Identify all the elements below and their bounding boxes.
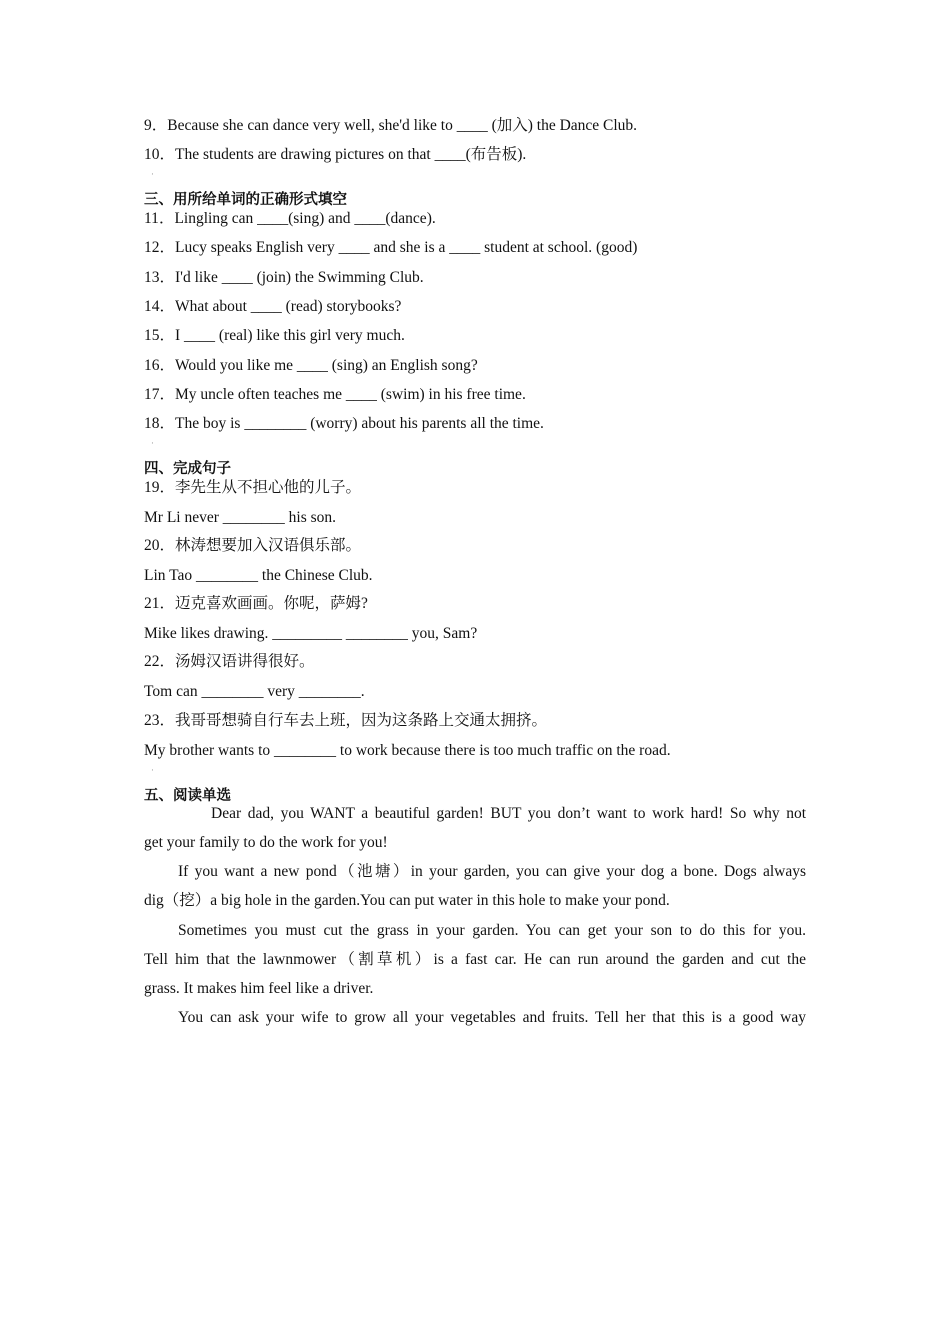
- separator: ．: [159, 239, 176, 256]
- separator: ．: [158, 210, 175, 227]
- separator: ．: [151, 117, 168, 134]
- section-heading-5: 五、阅读单选: [144, 788, 231, 804]
- question-23-prompt: [144, 711, 547, 731]
- question-23-answer: My brother wants to ________ to work because there is too much traffic on the road.: [144, 742, 671, 759]
- question-prompt: 我哥哥想骑自行车去上班，因为这条路上交通太拥挤。: [175, 712, 548, 729]
- question-number: 14: [144, 298, 160, 315]
- separator: ．: [159, 479, 176, 496]
- question-number: 11: [144, 210, 159, 227]
- separator: ．: [159, 327, 176, 344]
- question-number: 23: [144, 712, 160, 729]
- question-22-answer: Tom can ________ very ________.: [144, 683, 365, 700]
- separator: ．: [159, 595, 176, 612]
- question-19-answer: Mr Li never ________ his son.: [144, 509, 337, 526]
- question-19-prompt: [144, 478, 361, 498]
- question-text: The students are drawing pictures on that ____(布告板).: [175, 146, 527, 163]
- passage-line-2: get your family to do the work for you!: [144, 834, 388, 851]
- question-text: What about ____ (read) storybooks?: [175, 298, 402, 315]
- question-prompt: 李先生从不担心他的儿子。: [175, 479, 362, 496]
- separator: ．: [159, 415, 176, 432]
- question-13: [144, 268, 424, 288]
- paragraph-mark: ·: [151, 170, 154, 180]
- question-text: Would you like me ____ (sing) an English song?: [175, 357, 478, 374]
- passage-line-1: Dear dad, you WANT a beautiful garden! BUT you don’t want to work hard! So why not: [211, 805, 806, 822]
- question-number: 16: [144, 357, 160, 374]
- separator: ．: [159, 146, 176, 163]
- question-number: 18: [144, 415, 160, 432]
- question-number: 22: [144, 653, 160, 670]
- question-number: 17: [144, 386, 160, 403]
- question-number: 10: [144, 146, 160, 163]
- question-number: 20: [144, 537, 160, 554]
- question-text: Lingling can ____(sing) and ____(dance).: [174, 210, 436, 227]
- question-21-prompt: [144, 594, 368, 614]
- separator: ．: [159, 653, 176, 670]
- paragraph-mark: ·: [151, 766, 154, 776]
- separator: ．: [159, 269, 176, 286]
- passage-line-8: You can ask your wife to grow all your vegetables and fruits. Tell her that this is a good way: [178, 1009, 806, 1026]
- question-number: 9: [144, 117, 152, 134]
- question-17: [144, 385, 526, 405]
- question-20-prompt: [144, 536, 361, 556]
- question-number: 21: [144, 595, 160, 612]
- question-22-prompt: [144, 652, 315, 672]
- question-prompt: 迈克喜欢画画。你呢，萨姆?: [175, 595, 368, 612]
- question-number: 12: [144, 239, 160, 256]
- question-prompt: 汤姆汉语讲得很好。: [175, 653, 315, 670]
- question-text: Because she can dance very well, she'd like to ____ (加入) the Dance Club.: [167, 117, 638, 134]
- question-11: [144, 209, 436, 229]
- question-text: My uncle often teaches me ____ (swim) in his free time.: [175, 386, 526, 403]
- separator: ．: [159, 386, 176, 403]
- section-heading-3: 三、用所给单词的正确形式填空: [144, 192, 347, 208]
- passage-line-7: grass. It makes him feel like a driver.: [144, 980, 374, 997]
- passage-line-5: Sometimes you must cut the grass in your garden. You can get your son to do this for you.: [178, 922, 806, 939]
- question-number: 19: [144, 479, 160, 496]
- section-heading-4: 四、完成句子: [144, 461, 231, 477]
- passage-line-3: If you want a new pond（池塘）in your garden, you can give your dog a bone. Dogs always: [178, 863, 806, 880]
- separator: ．: [159, 298, 176, 315]
- passage-line-6: Tell him that the lawnmower（割草机）is a fast car. He can run around the garden and cut the: [144, 951, 806, 968]
- question-12: [144, 238, 637, 258]
- question-16: [144, 356, 478, 376]
- question-9: [144, 116, 637, 136]
- question-10: [144, 145, 526, 165]
- question-text: I'd like ____ (join) the Swimming Club.: [175, 269, 424, 286]
- question-text: The boy is ________ (worry) about his parents all the time.: [175, 415, 544, 432]
- question-text: Lucy speaks English very ____ and she is a ____ student at school. (good): [175, 239, 638, 256]
- separator: ．: [159, 537, 176, 554]
- separator: ．: [159, 712, 176, 729]
- question-15: [144, 326, 405, 346]
- question-14: [144, 297, 401, 317]
- question-number: 15: [144, 327, 160, 344]
- question-20-answer: Lin Tao ________ the Chinese Club.: [144, 567, 373, 584]
- question-prompt: 林涛想要加入汉语俱乐部。: [175, 537, 362, 554]
- question-number: 13: [144, 269, 160, 286]
- question-text: I ____ (real) like this girl very much.: [175, 327, 405, 344]
- paragraph-mark: ·: [151, 439, 154, 449]
- separator: ．: [159, 357, 176, 374]
- question-21-answer: Mike likes drawing. _________ ________ you, Sam?: [144, 625, 478, 642]
- question-18: [144, 414, 544, 434]
- passage-line-4: dig（挖）a big hole in the garden.You can put water in this hole to make your pond.: [144, 892, 670, 909]
